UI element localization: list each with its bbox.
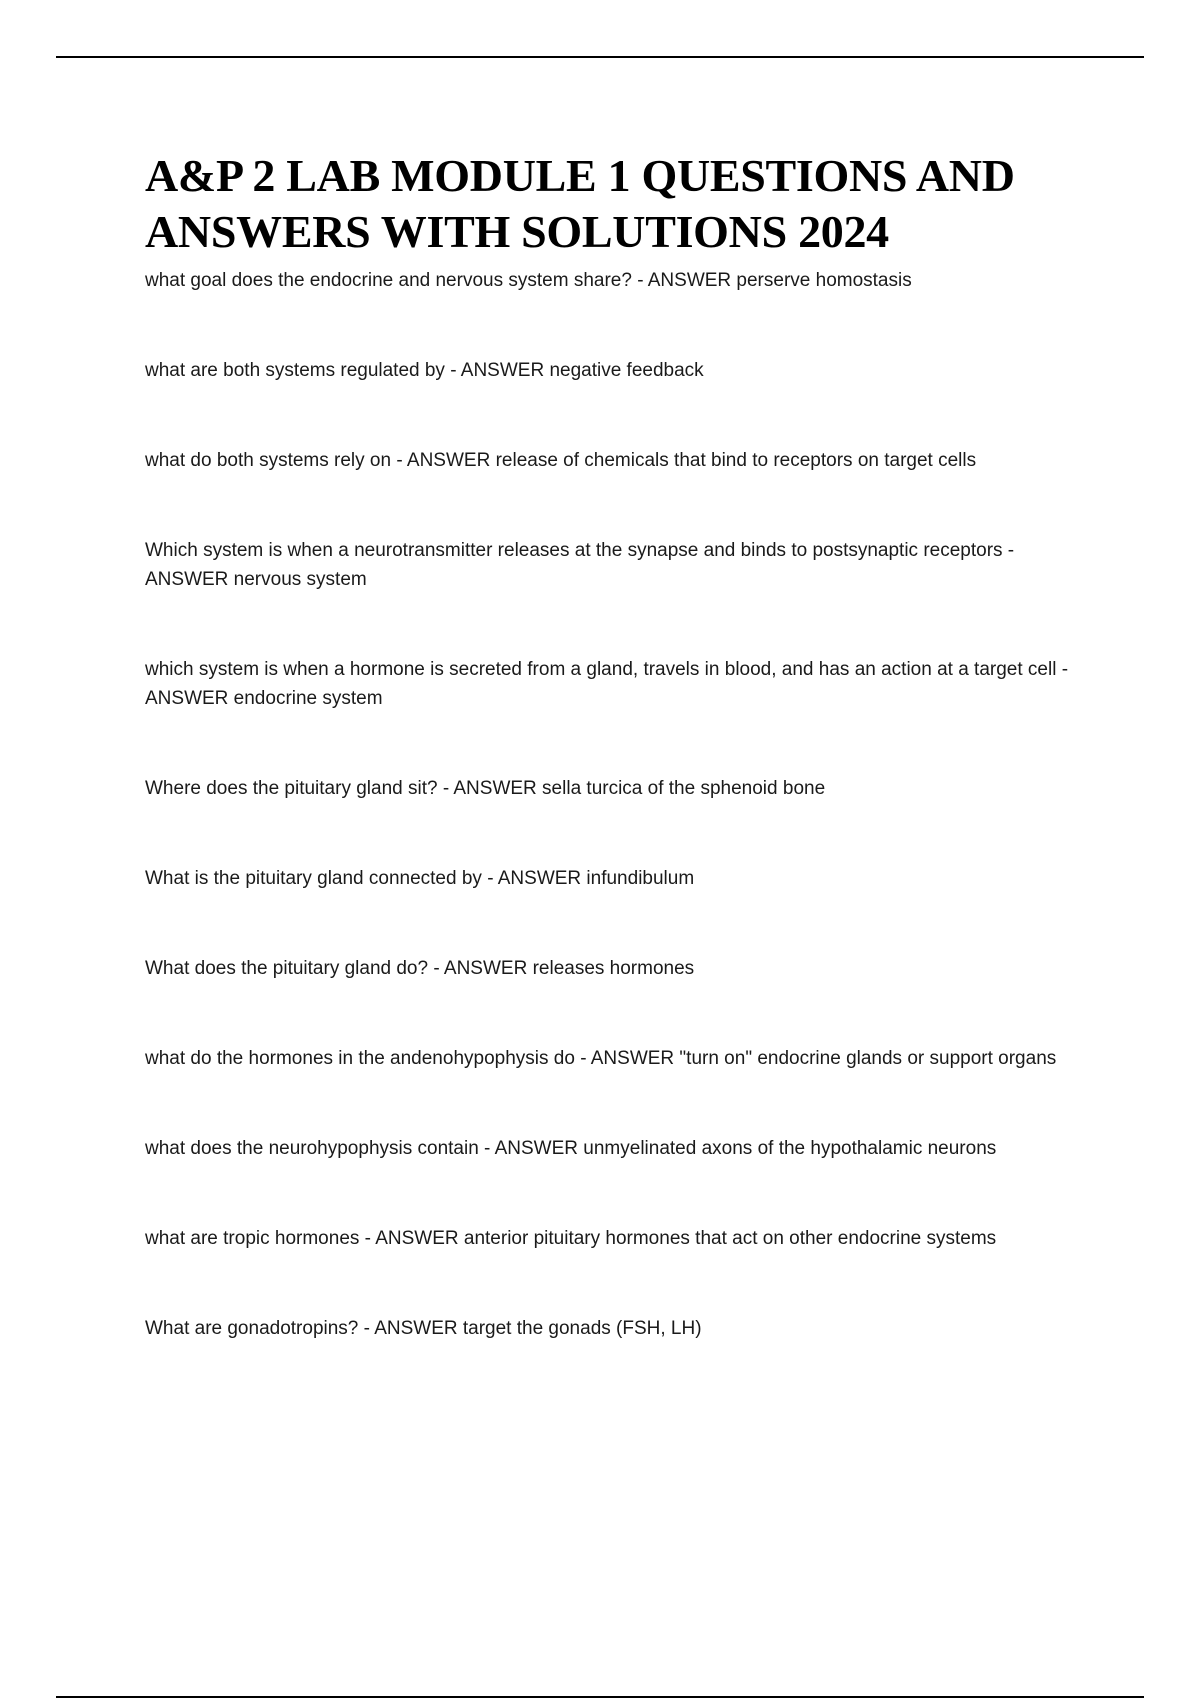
qa-item-11: what are tropic hormones - ANSWER anterior pituitary hormones that act on other endocrine systems — [145, 1228, 997, 1249]
qa-item-2: what are both systems regulated by - ANSWER negative feedback — [145, 360, 704, 381]
qa-item-1: what goal does the endocrine and nervous system share? - ANSWER perserve homostasis — [145, 270, 912, 291]
qa-item-4: Which system is when a neurotransmitter releases at the synapse and binds to postsynaptic receptors - ANSWER nervous system — [145, 540, 1015, 590]
qa-item-10: what does the neurohypophysis contain - ANSWER unmyelinated axons of the hypothalamic neurons — [145, 1138, 997, 1159]
document-title: A&P 2 LAB MODULE 1 QUESTIONS AND ANSWERS WITH SOLUTIONS 2024 — [145, 150, 1015, 257]
qa-item-8: What does the pituitary gland do? - ANSWER releases hormones — [145, 958, 695, 979]
qa-item-5: which system is when a hormone is secreted from a gland, travels in blood, and has an action at a target cell - ANSWER endocrine system — [145, 659, 1069, 709]
top-rule — [56, 56, 1144, 58]
qa-item-7: What is the pituitary gland connected by - ANSWER infundibulum — [145, 868, 695, 889]
qa-item-3: what do both systems rely on - ANSWER release of chemicals that bind to receptors on target cells — [145, 450, 977, 471]
bottom-rule — [56, 1696, 1144, 1698]
qa-item-9: what do the hormones in the andenohypophysis do - ANSWER "turn on" endocrine glands or support organs — [145, 1048, 1057, 1069]
qa-item-12: What are gonadotropins? - ANSWER target the gonads (FSH, LH) — [145, 1318, 702, 1339]
qa-list — [145, 266, 1085, 1343]
document-page — [145, 148, 1085, 1343]
qa-item-6: Where does the pituitary gland sit? - ANSWER sella turcica of the sphenoid bone — [145, 778, 826, 799]
